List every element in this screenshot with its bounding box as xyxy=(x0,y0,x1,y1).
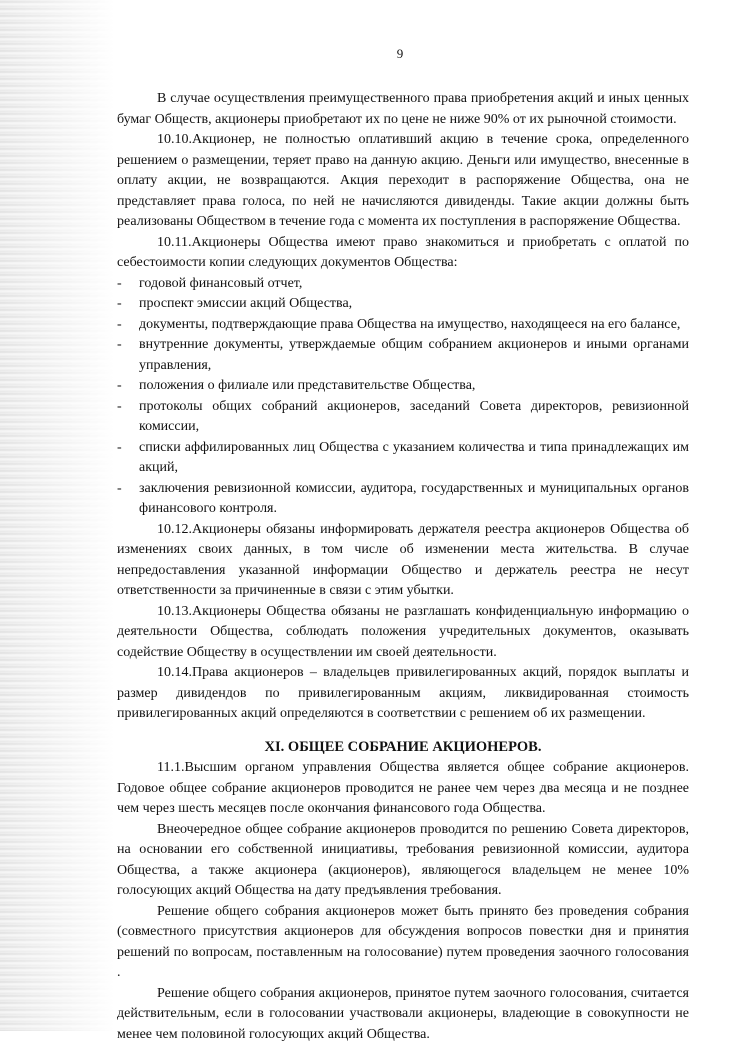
list-item: - протоколы общих собраний акционеров, заседаний Совета директоров, ревизионной комиссии, xyxy=(117,397,689,438)
list-item: - проспект эмиссии акций Общества, xyxy=(117,294,689,315)
list-item: - годовой финансовый отчет, xyxy=(117,274,689,295)
paragraph-11-1: 11.1.Высшим органом управления Общества является общее собрание акционеров. Годовое общее собрание акционеров проводится не ранее чем через два месяца и не позднее чем через шесть месяцев после окончания финансового года Общества. xyxy=(117,758,689,820)
paragraph-10-12: 10.12.Акционеры обязаны информировать держателя реестра акционеров Общества об изменениях своих данных, в том числе об изменении места жительства. В случае непредоставления указанной информации Общество и держатель реестра не несут ответственности за причиненные в связи с этим убытки. xyxy=(117,520,689,602)
list-item: - списки аффилированных лиц Общества с указанием количества и типа принадлежащих им акций, xyxy=(117,438,689,479)
dash-bullet: - xyxy=(117,397,122,418)
list-item: - положения о филиале или представительстве Общества, xyxy=(117,376,689,397)
paragraph-10-13: 10.13.Акционеры Общества обязаны не разглашать конфиденциальную информацию о деятельности Общества, соблюдать положения учредительных документов, оказывать содействие Обществу в осуществлении им своей деятельности. xyxy=(117,602,689,664)
list-item: - внутренние документы, утверждаемые общим собранием акционеров и иными органами управления, xyxy=(117,335,689,376)
paragraph-10-10: 10.10.Акционер, не полностью оплативший акцию в течение срока, определенного решением о размещении, теряет право на данную акцию. Деньги или имущество, внесенные в оплату акции, не возвращаются. Акция переходит в распоряжение Общества, она не представляет права голоса, по ней не начисляются дивиденды. Такие акции должны быть реализованы Обществом в течение года с момента их поступления в распоряжение Общества. xyxy=(117,130,689,233)
dash-bullet: - xyxy=(117,376,122,397)
scan-edge-shadow xyxy=(0,0,115,1031)
list-item: - документы, подтверждающие права Общества на имущество, находящееся на его балансе, xyxy=(117,315,689,336)
paragraph-absentee-validity: Решение общего собрания акционеров, принятое путем заочного голосования, считается действительным, если в голосовании участвовали акционеры, владеющие в совокупности не менее чем половиной голосующих акций Общества. xyxy=(117,984,689,1045)
paragraph-10-11: 10.11.Акционеры Общества имеют право знакомиться и приобретать с оплатой по себестоимости копии следующих документов Общества: xyxy=(117,233,689,274)
paragraph-preemptive-right: В случае осуществления преимущественного права приобретения акций и иных ценных бумаг Обществ, акционеры приобретают их по цене не ниже 90% от их рыночной стоимости. xyxy=(117,89,689,130)
paragraph-absentee-voting: Решение общего собрания акционеров может быть принято без проведения собрания (совместного присутствия акционеров для обсуждения вопросов повестки дня и принятия решений по вопросам, поставленным на голосование) путем проведения заочного голосования . xyxy=(117,902,689,984)
paragraph-extraordinary-meeting: Внеочередное общее собрание акционеров проводится по решению Совета директоров, на основании его собственной инициативы, требования ревизионной комиссии, аудитора Общества, а также акционера (акционеров), являющегося владельцем не менее 10% голосующих акций Общества на дату предъявления требования. xyxy=(117,820,689,902)
document-body xyxy=(117,89,689,1045)
paragraph-10-14: 10.14.Права акционеров – владельцев привилегированных акций, порядок выплаты и размер дивидендов по привилегированным акциям, ликвидированная стоимость привилегированных акций определяются в соответствии с решением об их размещении. xyxy=(117,663,689,725)
dash-bullet: - xyxy=(117,335,122,356)
document-list xyxy=(117,274,689,520)
dash-bullet: - xyxy=(117,274,122,295)
dash-bullet: - xyxy=(117,294,122,315)
dash-bullet: - xyxy=(117,438,122,459)
page-number: 9 xyxy=(0,46,750,62)
dash-bullet: - xyxy=(117,479,122,500)
section-heading: XI. ОБЩЕЕ СОБРАНИЕ АКЦИОНЕРОВ. xyxy=(117,737,689,758)
list-item: - заключения ревизионной комиссии, аудитора, государственных и муниципальных органов финансового контроля. xyxy=(117,479,689,520)
dash-bullet: - xyxy=(117,315,122,336)
